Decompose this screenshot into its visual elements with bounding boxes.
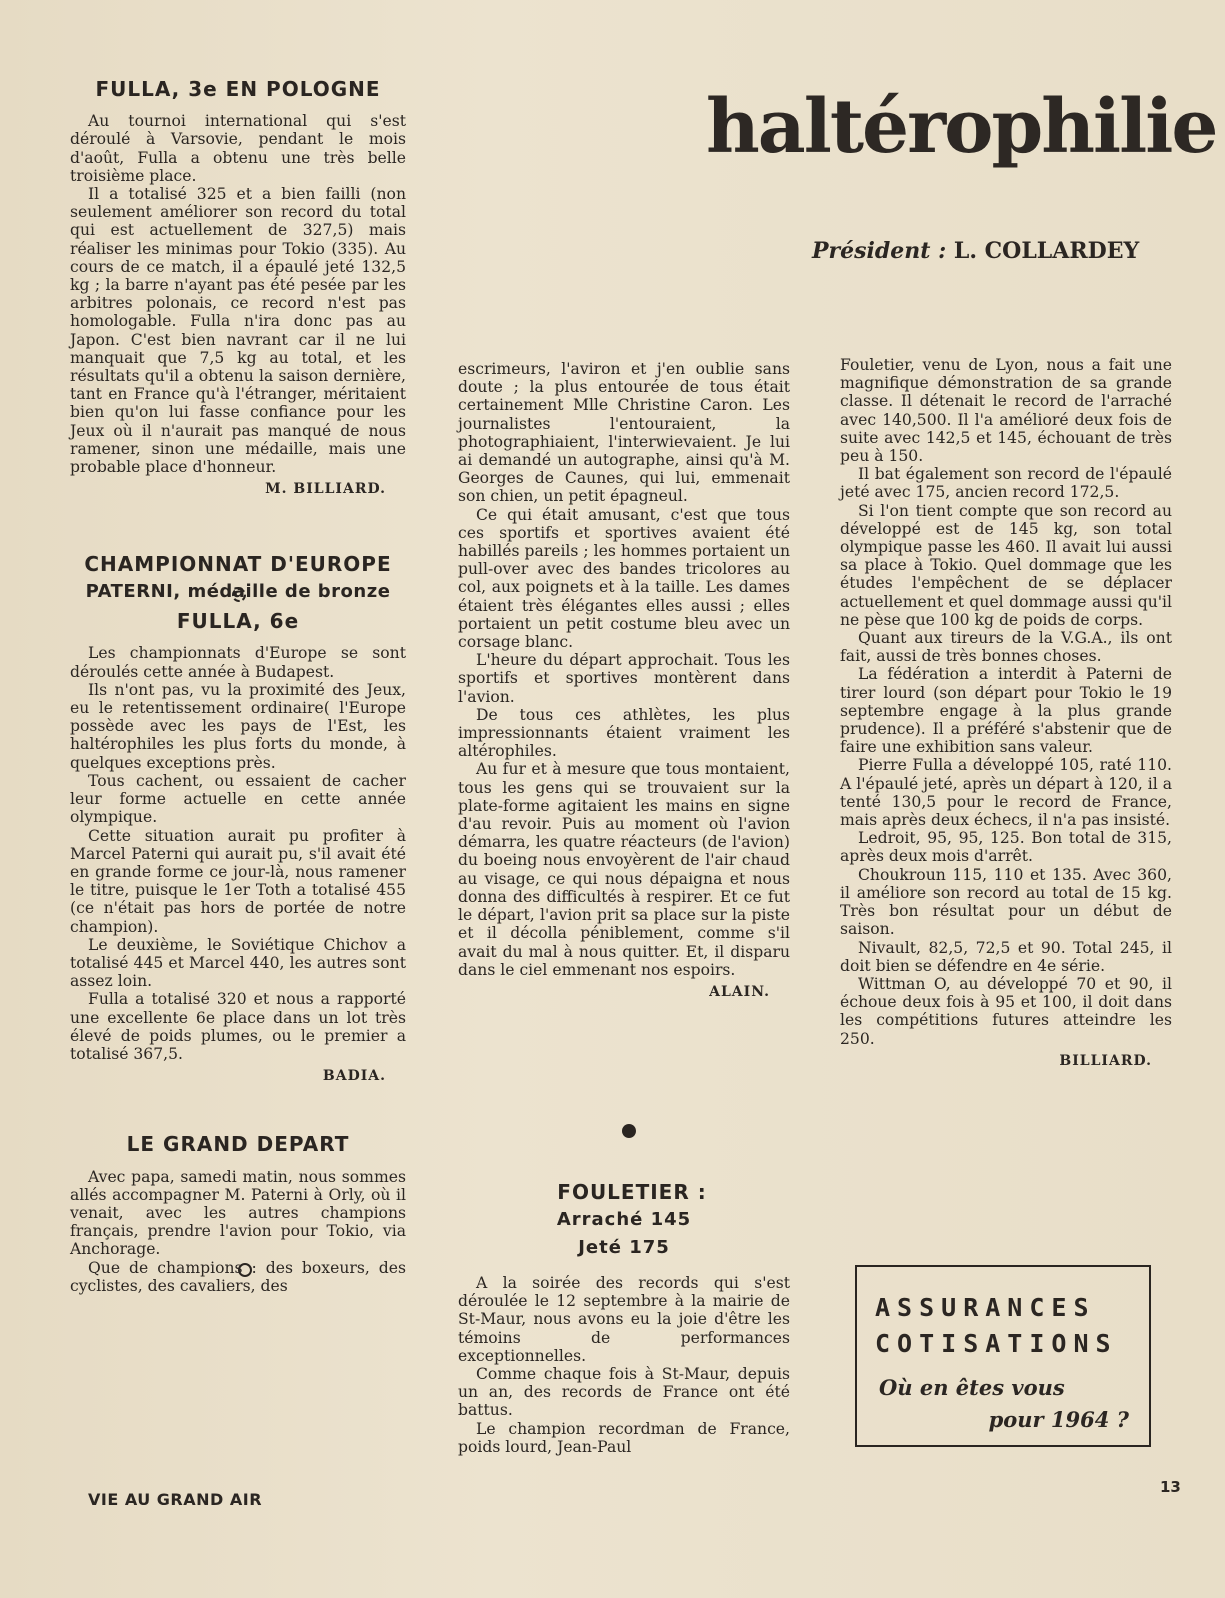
article3-continued-paragraph: Au fur et à mesure que tous montaient, tous les gens qui se trouvaient sur la plate-forme agitaient les mains en signe d'au revoir. Puis au moment où l'avion démarra, les quatre réacteurs (de l'avion) du boeing nous envoyèrent de l'air chaud au visage, ce qui nous dépaigna et nous donna des difficultés à respirer. Et ce fut le départ, l'avion prit sa place sur la piste et il décolla péniblement, comme s'il avait du mal à nous quitter. Et, il disparu dans le ciel emmenant nos espoirs. bbox=[458, 760, 790, 979]
separator-ornament bbox=[238, 1263, 252, 1277]
ad-line-question: Où en êtes vous bbox=[879, 1375, 1065, 1400]
article4-signature: BILLIARD. bbox=[1059, 1052, 1152, 1069]
publication-name: VIE AU GRAND AIR bbox=[88, 1490, 263, 1509]
article2-paragraph: Tous cachent, ou essaient de cacher leur forme actuelle en cette année olympique. bbox=[70, 771, 406, 827]
article4-paragraph: A la soirée des records qui s'est déroulée le 12 septembre à la mairie de St-Maur, nous avons eu la joie d'être les témoins de performances exceptionnelles. bbox=[458, 1274, 790, 1365]
president-label: Président : bbox=[812, 238, 947, 264]
article4-continued-paragraph: Ledroit, 95, 95, 125. Bon total de 315, après deux mois d'arrêt. bbox=[840, 829, 1172, 866]
article4-title-line2: Arraché 145 bbox=[556, 1209, 692, 1230]
president-line bbox=[812, 238, 1139, 264]
page-number: 13 bbox=[1160, 1478, 1181, 1496]
column-1 bbox=[70, 77, 406, 1295]
article4-continued-paragraph: Wittman O, au développé 70 et 90, il échoue deux fois à 95 et 100, il doit dans les compétitions futures atteindre les 250. bbox=[840, 974, 1172, 1048]
article2-signature: BADIA. bbox=[322, 1068, 386, 1085]
article4-continued-paragraph: Si l'on tient compte que son record au développé est de 145 kg, son total olympique passe les 460. Il avait lui aussi sa place à Tokio. Quel dommage que les études l'empêchent de se déplacer actuellement et quel dommage aussi qu'il ne pèse que 100 kg de poids de corps. bbox=[840, 501, 1172, 629]
article3-title: LE GRAND DEPART bbox=[126, 1132, 350, 1157]
article3-signature: ALAIN. bbox=[709, 983, 770, 1000]
ad-line-assurances: ASSURANCES bbox=[875, 1293, 1096, 1322]
article1-signature: M. BILLIARD. bbox=[265, 481, 386, 498]
article4-paragraph: Le champion recordman de France, poids lourd, Jean-Paul bbox=[458, 1419, 790, 1456]
article4-paragraph: Comme chaque fois à St-Maur, depuis un an, des records de France ont été battus. bbox=[458, 1365, 790, 1420]
article1-paragraph: Il a totalisé 325 et a bien failli (non seulement améliorer son record du total qui est actuellement de 327,5) mais réaliser les minimas pour Tokio (335). Au cours de ce match, il a épaulé jeté 132,5 kg ; la barre n'ayant pas été pesée par les arbitres polonais, ce record n'est pas homologable. Fulla n'ira donc pas au Japon. C'est bien navrant car il ne lui manquait que 7,5 kg au total, et les résultats qu'il a obtenu la saison dernière, tant en France qu'à l'étranger, méritaient bien qu'on lui fasse confiance pour les Jeux où il n'aurait pas manqué de nous ramener, sinon une médaille, mais une probable place d'honneur. bbox=[70, 185, 406, 477]
article4-title-line3: Jeté 175 bbox=[578, 1237, 670, 1258]
separator-ornament bbox=[232, 588, 246, 602]
article3-paragraph: Avec papa, samedi matin, nous sommes allés accompagner M. Paterni à Orly, où il venait, avec les autres champions français, prendre l'avion pour Tokio, via Anchorage. bbox=[70, 1167, 406, 1259]
article4-continued-paragraph: Nivault, 82,5, 72,5 et 90. Total 245, il doit bien se défendre en 4e série. bbox=[840, 938, 1172, 975]
article3-continued-paragraph: L'heure du départ approchait. Tous les sportifs et sportives montèrent dans l'avion. bbox=[458, 651, 790, 706]
article2-paragraph: Les championnats d'Europe se sont déroulés cette année à Budapest. bbox=[70, 644, 406, 681]
article2-title-line3: FULLA, 6e bbox=[176, 609, 300, 634]
article2-paragraph: Cette situation aurait pu profiter à Marcel Paterni qui aurait pu, s'il avait été en grande forme ce jour-là, nous ramener le titre, puisque le 1er Toth a totalisé 455 (ce n'était pas hors de portée de notre champion). bbox=[70, 826, 406, 936]
insurance-ad-box bbox=[855, 1265, 1151, 1447]
ad-line-year: pour 1964 ? bbox=[988, 1407, 1129, 1432]
column-3 bbox=[840, 356, 1172, 1070]
article2-paragraph: Fulla a totalisé 320 et nous a rapporté une excellente 6e place dans un lot très élevé de poids plumes, ou le premier a totalisé 367,5. bbox=[70, 990, 406, 1063]
ad-line-cotisations: COTISATIONS bbox=[875, 1329, 1118, 1358]
section-title: haltérophilie bbox=[706, 84, 1217, 170]
article2-title-line1: CHAMPIONNAT D'EUROPE bbox=[84, 552, 392, 577]
article2-paragraph: Le deuxième, le Soviétique Chichov a totalisé 445 et Marcel 440, les autres sont assez loin. bbox=[70, 935, 406, 991]
article4-continued-paragraph: Il bat également son record de l'épaulé jeté avec 175, ancien record 172,5. bbox=[840, 465, 1172, 502]
article4-title-line1: FOULETIER : bbox=[557, 1180, 707, 1204]
article4-continued-paragraph: Choukroun 115, 110 et 135. Avec 360, il améliore son record au total de 15 kg. Très bon résultat pour un début de saison. bbox=[840, 865, 1172, 939]
article4-continued-paragraph: Fouletier, venu de Lyon, nous a fait une magnifique démonstration de sa grande classe. Il détenait le record de l'arraché avec 140,500. Il l'a amélioré deux fois de suite avec 142,5 et 145, échouant de très peu à 150. bbox=[840, 356, 1172, 466]
article2-paragraph: Ils n'ont pas, vu la proximité des Jeux, eu le retentissement ordinaire( l'Europe possède avec les pays de l'Est, les haltérophiles les plus forts du monde, à quelques exceptions près. bbox=[70, 680, 406, 772]
article3-continued-paragraph: escrimeurs, l'aviron et j'en oublie sans doute ; la plus entourée de tous était certainement Mlle Christine Caron. Les journalistes l'entouraient, la photographiaient, l'interwievaient. Je lui ai demandé un autographe, ainsi qu'à M. Georges de Caunes, qui lui, emmenait son chien, un petit épagneul. bbox=[458, 360, 790, 506]
article4-continued-paragraph: Pierre Fulla a développé 105, raté 110. A l'épaulé jeté, après un départ à 120, il a tenté 130,5 pour le record de France, mais après deux échecs, il n'a pas insisté. bbox=[840, 756, 1172, 830]
article3-continued-paragraph: De tous ces athlètes, les plus impressionnants étaient vraiment les altérophiles. bbox=[458, 705, 790, 761]
article4-intro bbox=[458, 1178, 790, 1456]
column-2 bbox=[458, 360, 790, 1001]
article4-continued-paragraph: La fédération a interdit à Paterni de tirer lourd (son départ pour Tokio le 19 septembre engage à la plus grande prudence). Il a préféré s'abstenir que de faire une exhibition sans valeur. bbox=[840, 665, 1172, 757]
president-name: L. COLLARDEY bbox=[953, 238, 1140, 264]
article2-title-line2: PATERNI, médaille de bronze bbox=[85, 581, 391, 603]
article4-continued-paragraph: Quant aux tireurs de la V.G.A., ils ont fait, aussi de très bonnes choses. bbox=[840, 629, 1172, 666]
article1-title: FULLA, 3e EN POLOGNE bbox=[95, 77, 381, 101]
article3-paragraph: Que de champions : des boxeurs, des cyclistes, des cavaliers, des bbox=[70, 1258, 406, 1295]
separator-bullet bbox=[622, 1124, 636, 1138]
article3-continued-paragraph: Ce qui était amusant, c'est que tous ces sportifs et sportives avaient été habillés pareils ; les hommes portaient un pull-over avec des bandes tricolores au col, aux poignets et à la taille. Les dames étaient très élégantes elles aussi ; elles portaient un petit costume bleu avec un corsage blanc. bbox=[458, 505, 790, 652]
article1-paragraph: Au tournoi international qui s'est déroulé à Varsovie, pendant le mois d'août, Fulla a obtenu une très belle troisième place. bbox=[70, 112, 406, 185]
